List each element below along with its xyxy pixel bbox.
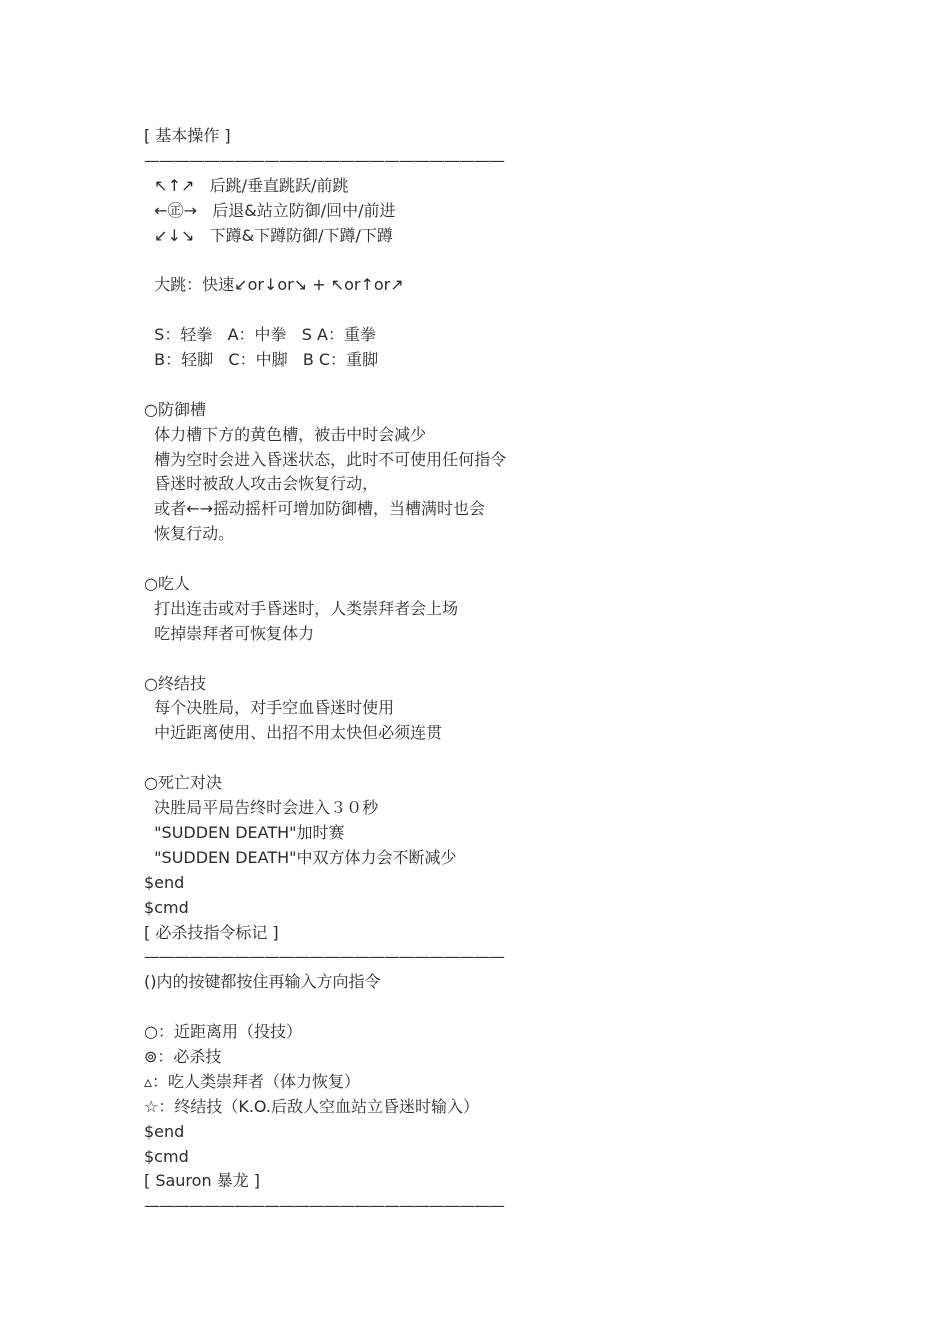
text-line: ()内的按键都按住再输入方向指令 bbox=[144, 972, 381, 992]
text-line: 每个决胜局，对手空血昏迷时使用 bbox=[144, 698, 395, 718]
text-line: 或者←→摇动摇杆可增加防御槽，当槽满时也会 bbox=[144, 499, 485, 519]
blank-line bbox=[144, 746, 864, 771]
legend-item-finisher: ☆：终结技（K.O.后敌人空血站立昏迷时输入） bbox=[144, 1096, 479, 1116]
section-heading-basic-controls: [ 基本操作 ] bbox=[144, 126, 231, 145]
blank-line bbox=[144, 647, 864, 672]
text-line: "SUDDEN DEATH"加时赛 bbox=[144, 822, 345, 842]
blank-line bbox=[144, 995, 864, 1020]
document-body bbox=[144, 124, 864, 1219]
legend-item-special: ⊚：必杀技 bbox=[144, 1046, 222, 1066]
blank-line bbox=[144, 298, 864, 323]
legend-item-throw: ○：近距离用（投技） bbox=[144, 1022, 302, 1042]
divider-line: ———————————————————————— bbox=[144, 150, 504, 170]
blank-line bbox=[144, 373, 864, 398]
code-marker-end: $end bbox=[144, 1121, 185, 1141]
legend-item-eat: ▵：吃人类崇拜者（体力恢复） bbox=[144, 1071, 361, 1091]
divider-line: ———————————————————————— bbox=[144, 1196, 504, 1216]
section-heading-finisher: ○终结技 bbox=[144, 673, 206, 693]
section-heading-sudden-death: ○死亡对决 bbox=[144, 773, 222, 793]
divider-line: ———————————————————————— bbox=[144, 947, 504, 967]
section-heading-sauron: [ Sauron 暴龙 ] bbox=[144, 1171, 261, 1191]
text-line: ↙↓↘ 下蹲&下蹲防御/下蹲/下蹲 bbox=[144, 225, 393, 245]
blank-line bbox=[144, 547, 864, 572]
section-heading-eat-human: ○吃人 bbox=[144, 574, 190, 594]
text-line: 槽为空时会进入昏迷状态，此时不可使用任何指令 bbox=[144, 449, 507, 469]
text-line: 大跳：快速↙or↓or↘ + ↖or↑or↗ bbox=[144, 275, 404, 295]
text-line: 决胜局平局告终时会进入３０秒 bbox=[144, 798, 379, 818]
text-line: 昏迷时被敌人攻击会恢复行动， bbox=[144, 474, 379, 494]
text-line: 打出连击或对手昏迷时，人类崇拜者会上场 bbox=[144, 598, 459, 618]
section-heading-special-move-notation: [ 必杀技指令标记 ] bbox=[144, 922, 279, 942]
text-line: 中近距离使用、出招不用太快但必须连贯 bbox=[144, 723, 443, 743]
text-line: ↖↑↗ 后跳/垂直跳跃/前跳 bbox=[144, 175, 349, 195]
text-line: 吃掉崇拜者可恢复体力 bbox=[144, 623, 315, 643]
text-line: 体力槽下方的黄色槽，被击中时会减少 bbox=[144, 424, 427, 444]
section-heading-guard-gauge: ○防御槽 bbox=[144, 399, 206, 419]
code-marker-end: $end bbox=[144, 872, 185, 892]
text-line: B：轻脚 C：中脚 B C：重脚 bbox=[144, 350, 379, 370]
text-line: ←㊣→ 后退&站立防御/回中/前进 bbox=[144, 200, 396, 220]
code-marker-cmd: $cmd bbox=[144, 1146, 189, 1166]
text-line: S：轻拳 A：中拳 S A：重拳 bbox=[144, 325, 376, 345]
text-line: "SUDDEN DEATH"中双方体力会不断减少 bbox=[144, 847, 457, 867]
blank-line bbox=[144, 248, 864, 273]
code-marker-cmd: $cmd bbox=[144, 897, 189, 917]
text-line: 恢复行动。 bbox=[144, 524, 235, 544]
